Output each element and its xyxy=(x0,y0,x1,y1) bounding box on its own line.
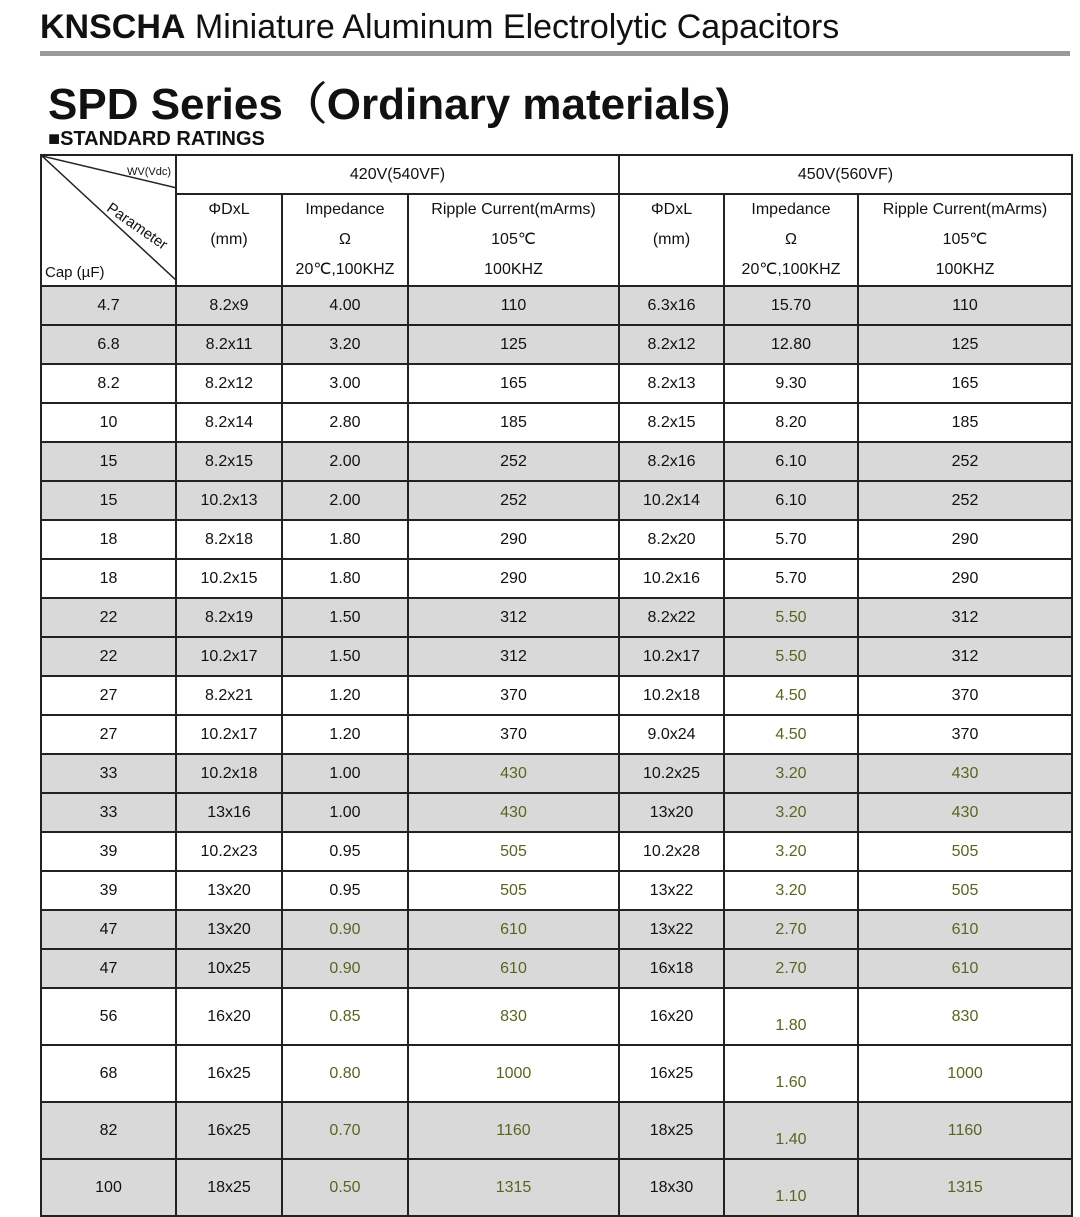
table-cell: 8.2x14 xyxy=(176,403,282,442)
table-cell: 0.50 xyxy=(282,1159,408,1216)
table-cell: 13x16 xyxy=(176,793,282,832)
table-cell: 10.2x15 xyxy=(176,559,282,598)
table-cell: 8.2 xyxy=(41,364,176,403)
table-cell: 8.2x12 xyxy=(176,364,282,403)
table-cell: 16x20 xyxy=(176,988,282,1045)
table-cell: 370 xyxy=(408,676,619,715)
table-cell: 33 xyxy=(41,754,176,793)
table-cell: 1.20 xyxy=(282,715,408,754)
table-cell: 13x20 xyxy=(619,793,724,832)
table-cell: 10.2x18 xyxy=(176,754,282,793)
table-cell: 39 xyxy=(41,832,176,871)
header-line: 100KHZ xyxy=(935,261,995,278)
table-cell: 2.00 xyxy=(282,481,408,520)
header-line: Ripple Current(mArms) xyxy=(882,201,1048,218)
table-cell: 4.00 xyxy=(282,286,408,325)
table-cell: 1315 xyxy=(858,1159,1072,1216)
table-cell: 1315 xyxy=(408,1159,619,1216)
table-cell: 165 xyxy=(408,364,619,403)
table-row xyxy=(41,481,1072,520)
table-cell: 8.2x22 xyxy=(619,598,724,637)
column-header-impedance xyxy=(282,194,408,286)
header-line: 20℃,100KHZ xyxy=(295,261,395,278)
group-header-450v: 450V(560VF) xyxy=(619,155,1072,194)
table-cell: 312 xyxy=(408,598,619,637)
table-cell: 8.2x12 xyxy=(619,325,724,364)
table-cell: 290 xyxy=(858,520,1072,559)
table-cell: 8.2x20 xyxy=(619,520,724,559)
header-line: Impedance xyxy=(751,201,831,218)
table-row xyxy=(41,832,1072,871)
table-cell: 110 xyxy=(858,286,1072,325)
table-cell: 22 xyxy=(41,598,176,637)
parameter-label: Parameter xyxy=(103,199,171,254)
table-cell: 5.70 xyxy=(724,520,858,559)
table-cell: 430 xyxy=(858,793,1072,832)
table-cell: 18x25 xyxy=(619,1102,724,1159)
table-row xyxy=(41,793,1072,832)
table-row xyxy=(41,754,1072,793)
table-cell: 2.80 xyxy=(282,403,408,442)
table-cell: 252 xyxy=(858,442,1072,481)
table-cell: 3.00 xyxy=(282,364,408,403)
table-cell: 312 xyxy=(858,598,1072,637)
table-cell: 10.2x17 xyxy=(619,637,724,676)
table-cell: 8.2x18 xyxy=(176,520,282,559)
table-cell: 1.50 xyxy=(282,637,408,676)
column-header-impedance xyxy=(724,194,858,286)
table-cell: 252 xyxy=(408,481,619,520)
table-cell: 185 xyxy=(858,403,1072,442)
table-cell: 290 xyxy=(408,559,619,598)
table-cell: 15.70 xyxy=(724,286,858,325)
table-cell: 0.70 xyxy=(282,1102,408,1159)
table-cell: 3.20 xyxy=(724,754,858,793)
table-cell: 370 xyxy=(408,715,619,754)
table-cell: 10.2x14 xyxy=(619,481,724,520)
table-row xyxy=(41,1102,1072,1159)
title-divider xyxy=(40,51,1070,56)
table-cell: 0.95 xyxy=(282,871,408,910)
table-row xyxy=(41,637,1072,676)
table-cell: 13x22 xyxy=(619,871,724,910)
table-cell: 125 xyxy=(408,325,619,364)
table-cell: 370 xyxy=(858,715,1072,754)
table-cell: 430 xyxy=(408,754,619,793)
table-cell: 18 xyxy=(41,520,176,559)
table-cell: 505 xyxy=(858,871,1072,910)
table-cell: 125 xyxy=(858,325,1072,364)
table-cell: 1000 xyxy=(408,1045,619,1102)
table-row xyxy=(41,871,1072,910)
table-row xyxy=(41,403,1072,442)
table-cell: 12.80 xyxy=(724,325,858,364)
table-row xyxy=(41,988,1072,1045)
table-cell: 1.00 xyxy=(282,754,408,793)
table-cell: 10.2x17 xyxy=(176,637,282,676)
table-cell: 110 xyxy=(408,286,619,325)
table-row xyxy=(41,1045,1072,1102)
table-cell: 165 xyxy=(858,364,1072,403)
section-heading: ■STANDARD RATINGS xyxy=(48,128,265,150)
table-cell: 1.80 xyxy=(282,559,408,598)
table-cell: 505 xyxy=(858,832,1072,871)
table-row xyxy=(41,1159,1072,1216)
table-cell: 8.2x19 xyxy=(176,598,282,637)
table-cell: 2.70 xyxy=(724,949,858,988)
header-line: 20℃,100KHZ xyxy=(741,261,841,278)
table-cell: 1.80 xyxy=(724,988,858,1045)
table-cell: 3.20 xyxy=(724,832,858,871)
table-cell: 100 xyxy=(41,1159,176,1216)
table-cell: 610 xyxy=(408,910,619,949)
table-cell: 9.30 xyxy=(724,364,858,403)
table-cell: 27 xyxy=(41,715,176,754)
wv-label: WV(Vdc) xyxy=(127,166,171,178)
table-cell: 312 xyxy=(858,637,1072,676)
table-cell: 0.90 xyxy=(282,949,408,988)
cap-label: Cap (µF) xyxy=(45,264,105,281)
table-cell: 1160 xyxy=(858,1102,1072,1159)
table-cell: 15 xyxy=(41,442,176,481)
group-header-420v: 420V(540VF) xyxy=(176,155,619,194)
table-cell: 56 xyxy=(41,988,176,1045)
table-cell: 610 xyxy=(858,910,1072,949)
table-cell: 8.2x15 xyxy=(176,442,282,481)
table-cell: 8.2x16 xyxy=(619,442,724,481)
table-cell: 0.90 xyxy=(282,910,408,949)
table-cell: 10.2x13 xyxy=(176,481,282,520)
table-cell: 9.0x24 xyxy=(619,715,724,754)
table-cell: 1.40 xyxy=(724,1102,858,1159)
table-cell: 8.2x9 xyxy=(176,286,282,325)
table-cell: 16x25 xyxy=(176,1102,282,1159)
table-row xyxy=(41,559,1072,598)
table-cell: 18 xyxy=(41,559,176,598)
table-cell: 13x20 xyxy=(176,910,282,949)
table-row xyxy=(41,598,1072,637)
table-row xyxy=(41,715,1072,754)
table-row xyxy=(41,364,1072,403)
table-cell: 33 xyxy=(41,793,176,832)
table-cell: 68 xyxy=(41,1045,176,1102)
table-cell: 16x25 xyxy=(176,1045,282,1102)
table-cell: 830 xyxy=(858,988,1072,1045)
table-cell: 290 xyxy=(408,520,619,559)
corner-header xyxy=(41,155,176,286)
table-cell: 47 xyxy=(41,910,176,949)
table-cell: 10.2x18 xyxy=(619,676,724,715)
header-line: 105℃ xyxy=(942,231,988,248)
table-cell: 16x20 xyxy=(619,988,724,1045)
table-cell: 1.60 xyxy=(724,1045,858,1102)
table-row xyxy=(41,520,1072,559)
table-cell: 1.20 xyxy=(282,676,408,715)
document-title xyxy=(40,8,839,47)
table-cell: 4.50 xyxy=(724,676,858,715)
header-line: (mm) xyxy=(652,231,691,248)
series-title: SPD Series（Ordinary materials) xyxy=(48,80,731,129)
table-cell: 830 xyxy=(408,988,619,1045)
table-cell: 47 xyxy=(41,949,176,988)
column-header-dimension xyxy=(619,194,724,286)
table-cell: 252 xyxy=(858,481,1072,520)
table-row xyxy=(41,676,1072,715)
table-cell: 8.2x13 xyxy=(619,364,724,403)
table-cell: 6.10 xyxy=(724,481,858,520)
table-cell: 16x18 xyxy=(619,949,724,988)
table-cell: 185 xyxy=(408,403,619,442)
table-cell: 15 xyxy=(41,481,176,520)
table-cell: 1.00 xyxy=(282,793,408,832)
table-cell: 1.80 xyxy=(282,520,408,559)
header-line: Ripple Current(mArms) xyxy=(431,201,596,218)
brand-name: KNSCHA xyxy=(40,8,186,46)
table-cell: 6.10 xyxy=(724,442,858,481)
table-cell: 5.50 xyxy=(724,598,858,637)
table-cell: 27 xyxy=(41,676,176,715)
table-cell: 370 xyxy=(858,676,1072,715)
table-cell: 6.3x16 xyxy=(619,286,724,325)
table-cell: 18x30 xyxy=(619,1159,724,1216)
column-header-ripple-current xyxy=(858,194,1072,286)
table-cell: 6.8 xyxy=(41,325,176,364)
table-cell: 290 xyxy=(858,559,1072,598)
table-cell: 505 xyxy=(408,871,619,910)
table-cell: 5.50 xyxy=(724,637,858,676)
table-cell: 0.95 xyxy=(282,832,408,871)
table-cell: 505 xyxy=(408,832,619,871)
table-cell: 312 xyxy=(408,637,619,676)
table-cell: 13x22 xyxy=(619,910,724,949)
table-cell: 610 xyxy=(408,949,619,988)
table-cell: 610 xyxy=(858,949,1072,988)
table-cell: 13x20 xyxy=(176,871,282,910)
table-cell: 8.2x15 xyxy=(619,403,724,442)
table-cell: 430 xyxy=(408,793,619,832)
table-cell: 4.50 xyxy=(724,715,858,754)
table-cell: 8.2x21 xyxy=(176,676,282,715)
header-line: ΦDxL xyxy=(208,201,250,218)
table-cell: 0.80 xyxy=(282,1045,408,1102)
table-cell: 39 xyxy=(41,871,176,910)
table-cell: 3.20 xyxy=(282,325,408,364)
table-cell: 10 xyxy=(41,403,176,442)
table-cell: 4.7 xyxy=(41,286,176,325)
column-header-dimension xyxy=(176,194,282,286)
header-line: ΦDxL xyxy=(650,201,693,218)
header-line: Impedance xyxy=(305,201,385,218)
table-cell: 3.20 xyxy=(724,871,858,910)
table-cell: 0.85 xyxy=(282,988,408,1045)
table-cell: 10x25 xyxy=(176,949,282,988)
table-cell: 430 xyxy=(858,754,1072,793)
header-line: Ω xyxy=(785,231,797,248)
title-text: Miniature Aluminum Electrolytic Capacitors xyxy=(185,8,840,46)
table-cell: 2.00 xyxy=(282,442,408,481)
table-row xyxy=(41,286,1072,325)
table-cell: 18x25 xyxy=(176,1159,282,1216)
table-cell: 8.20 xyxy=(724,403,858,442)
table-cell: 10.2x23 xyxy=(176,832,282,871)
table-row xyxy=(41,442,1072,481)
table-cell: 2.70 xyxy=(724,910,858,949)
table-cell: 1.10 xyxy=(724,1159,858,1216)
table-cell: 10.2x28 xyxy=(619,832,724,871)
table-cell: 16x25 xyxy=(619,1045,724,1102)
table-cell: 8.2x11 xyxy=(176,325,282,364)
header-line: 105℃ xyxy=(491,231,536,248)
ratings-table xyxy=(40,154,1073,1217)
header-line: (mm) xyxy=(210,231,248,248)
table-row xyxy=(41,910,1072,949)
table-cell: 252 xyxy=(408,442,619,481)
table-row xyxy=(41,325,1072,364)
column-header-ripple-current xyxy=(408,194,619,286)
table-cell: 1.50 xyxy=(282,598,408,637)
table-cell: 1000 xyxy=(858,1045,1072,1102)
table-cell: 10.2x16 xyxy=(619,559,724,598)
header-line: 100KHZ xyxy=(484,261,543,278)
table-cell: 10.2x17 xyxy=(176,715,282,754)
table-cell: 82 xyxy=(41,1102,176,1159)
header-line xyxy=(620,255,723,285)
table-cell: 3.20 xyxy=(724,793,858,832)
table-cell: 10.2x25 xyxy=(619,754,724,793)
header-line: Ω xyxy=(339,231,351,248)
table-cell: 5.70 xyxy=(724,559,858,598)
table-row xyxy=(41,949,1072,988)
header-line xyxy=(177,255,281,285)
table-cell: 1160 xyxy=(408,1102,619,1159)
table-cell: 22 xyxy=(41,637,176,676)
